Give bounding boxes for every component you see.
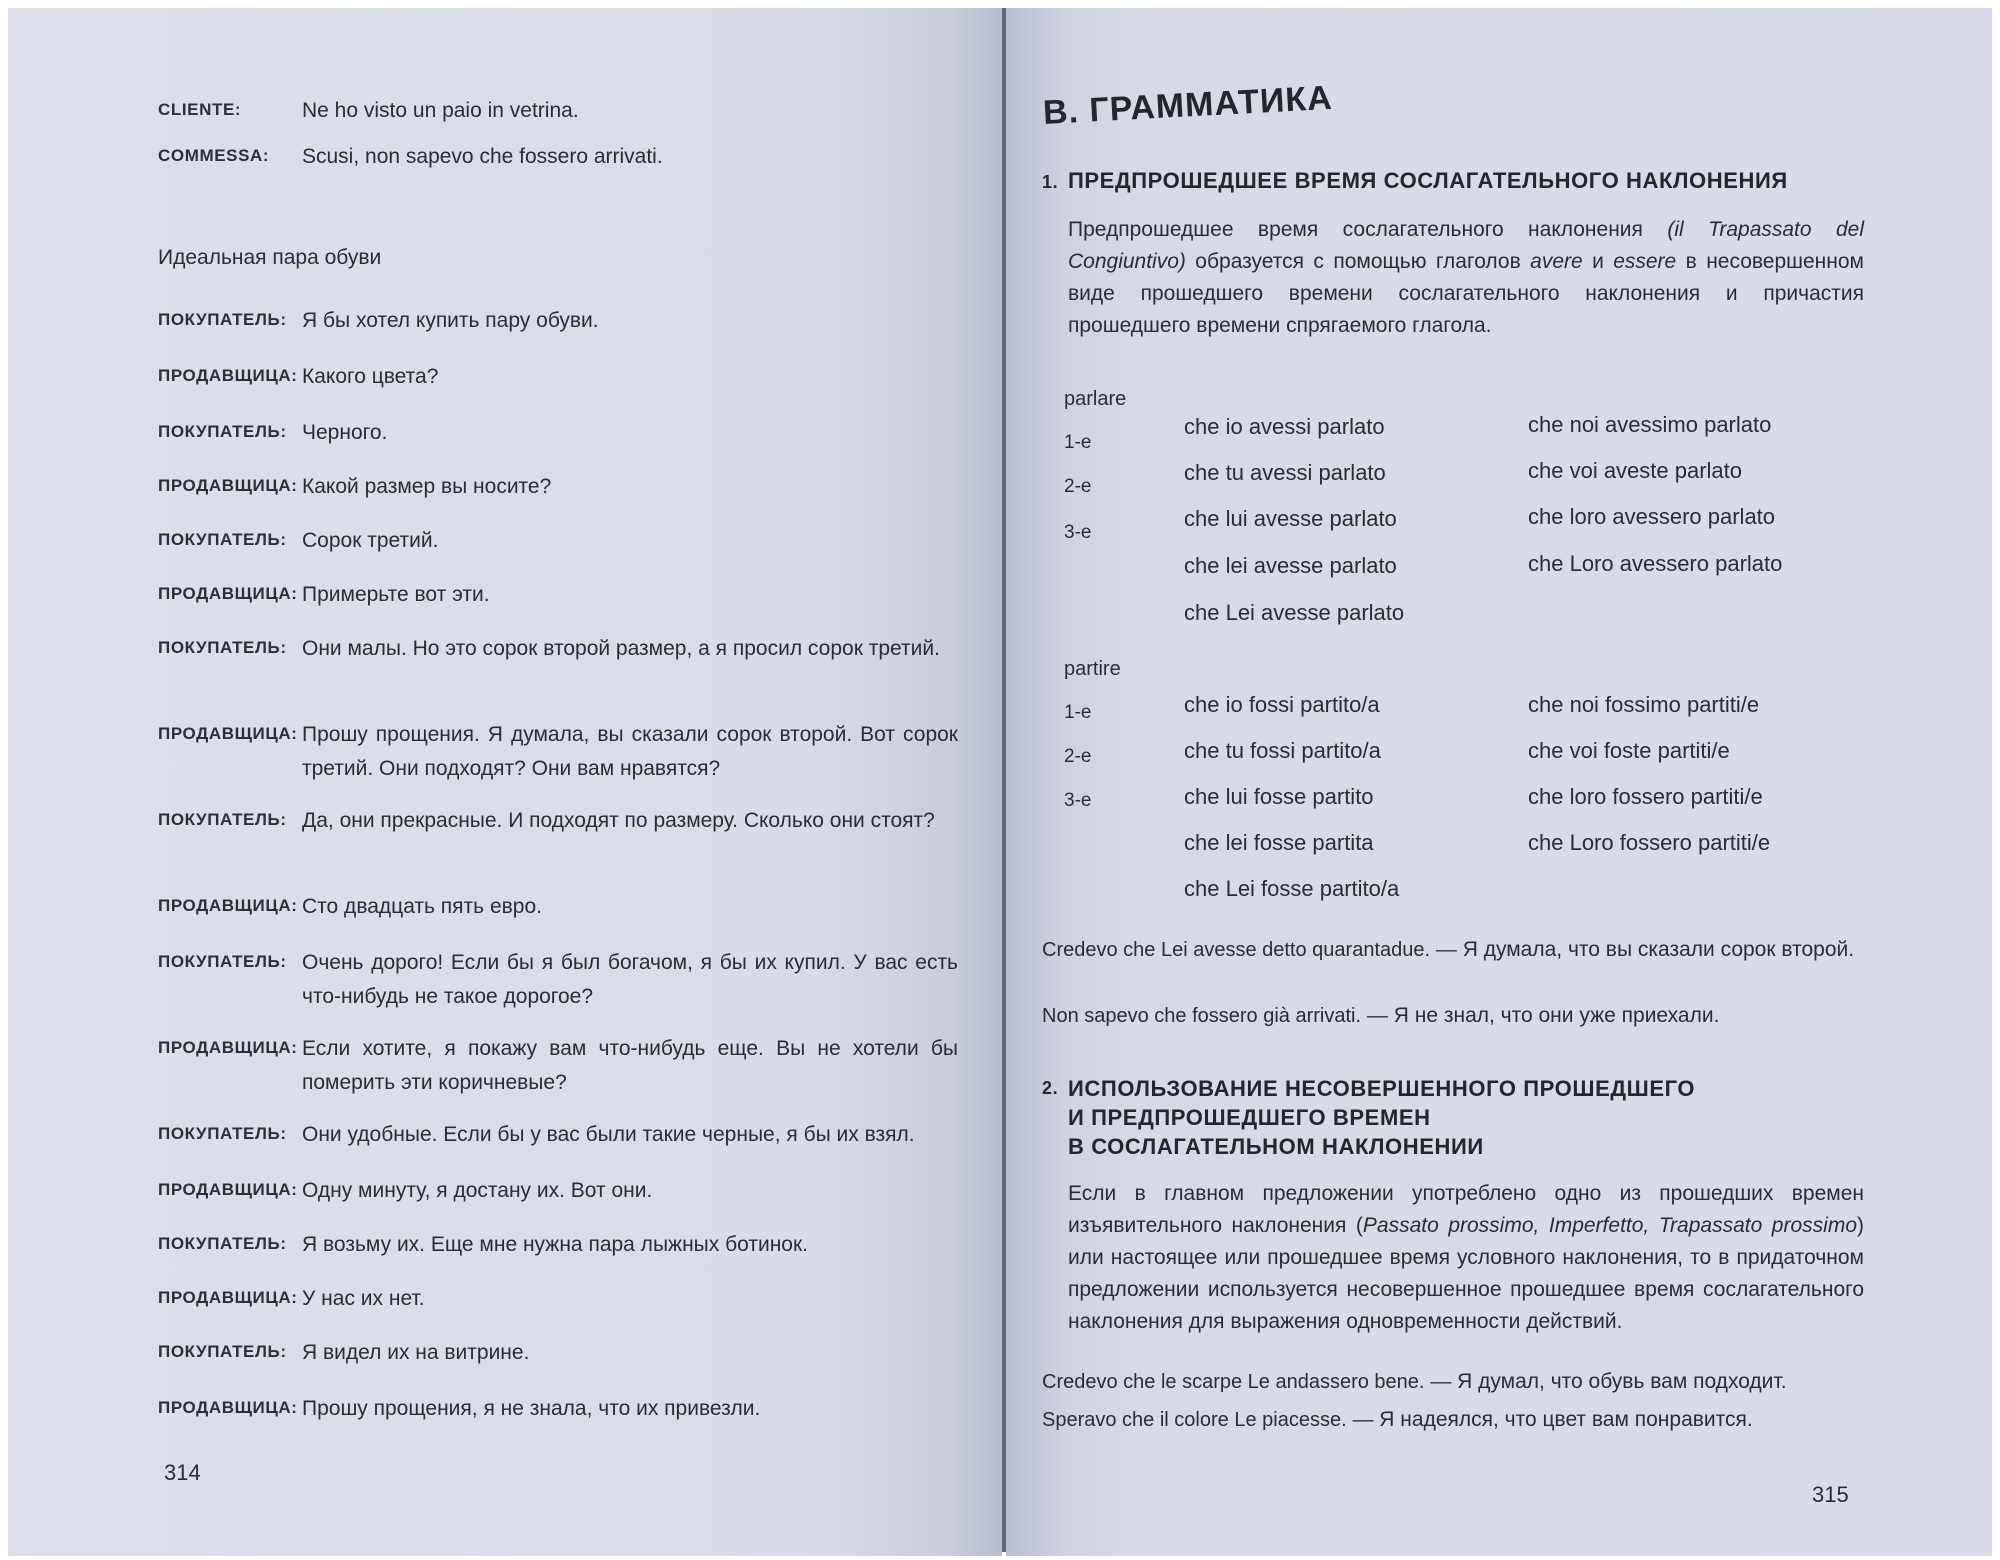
subsection-title-line: ИСПОЛЬЗОВАНИЕ НЕСОВЕРШЕННОГО ПРОШЕДШЕГО (1068, 1076, 1696, 1101)
italic-run: avere (1530, 250, 1583, 273)
subsection-number: 1. (1042, 172, 1059, 192)
conjugation-plural: che noi fossimo partiti/e (1528, 692, 1760, 717)
conjugation-singular: che io fossi partito/a (1184, 692, 1380, 717)
conjugation-singular: che lei fosse partita (1184, 830, 1374, 855)
conjugation-plural: che noi avessimo parlato (1528, 412, 1772, 437)
dialog-row (158, 946, 958, 1014)
person-label: 1-е (1064, 432, 1092, 453)
dialog-row (158, 890, 958, 924)
speaker-label: ПРОДАВЩИЦА: (158, 1398, 298, 1417)
dialog-line: Прошу прощения. Я думала, вы сказали сорок второй. Вот сорок третий. Они подходят? Они вам нравятся? (302, 723, 958, 780)
conjugation-verb: partire (1064, 658, 1121, 680)
example-sentence (1042, 1404, 1862, 1436)
subsection-2-text (1068, 1178, 1864, 1338)
speaker-label: ПОКУПАТЕЛЬ: (158, 1342, 287, 1361)
conjugation-singular: che io avessi parlato (1184, 414, 1385, 439)
dialog-row (158, 1392, 958, 1426)
speaker-label: ПРОДАВЩИЦА: (158, 1288, 298, 1307)
speaker-label: ПОКУПАТЕЛЬ: (158, 810, 287, 829)
example-italian: Credevo che le scarpe Le andassero bene. (1042, 1371, 1425, 1393)
conjugation-singular: che tu avessi parlato (1184, 460, 1386, 485)
dialog-line: Я возьму их. Еще мне нужна пара лыжных ботинок. (302, 1233, 808, 1256)
italic-run: essere (1613, 250, 1677, 273)
subsection-number: 2. (1042, 1078, 1059, 1098)
speaker-label: CLIENTE: (158, 100, 242, 119)
speaker-label: ПОКУПАТЕЛЬ: (158, 1124, 287, 1143)
example-sentence (1042, 1000, 1862, 1032)
subsection-1-heading (1042, 168, 1788, 194)
conjugation-singular: che lei avesse parlato (1184, 553, 1397, 578)
dialog-line: Я видел их на витрине. (302, 1341, 530, 1364)
conjugation-singular: che lui avesse parlato (1184, 506, 1397, 531)
right-page (1006, 8, 1992, 1556)
dialog-row (158, 718, 958, 786)
example-italian: Credevo che Lei avesse detto quarantadue. (1042, 939, 1431, 961)
speaker-label: COMMESSA: (158, 146, 270, 165)
conjugation-plural: che loro avessero parlato (1528, 504, 1776, 529)
speaker-label: ПРОДАВЩИЦА: (158, 366, 298, 385)
speaker-label: ПОКУПАТЕЛЬ: (158, 638, 287, 657)
example-italian: Speravo che il colore Le piacesse. (1042, 1409, 1347, 1431)
dialog-row (158, 578, 958, 612)
dialog-row (158, 1282, 958, 1316)
person-label: 2-е (1064, 746, 1092, 767)
dialog-line: Они удобные. Если бы у вас были такие черные, я бы их взял. (302, 1123, 915, 1146)
subsection-1-text (1068, 214, 1864, 342)
dialog-line: Прошу прощения, я не знала, что их привезли. (302, 1397, 761, 1420)
dialog-line: Какой размер вы носите? (302, 475, 552, 498)
dialog-line: Сто двадцать пять евро. (302, 895, 542, 918)
speaker-label: ПОКУПАТЕЛЬ: (158, 422, 287, 441)
dialog-row (158, 632, 958, 666)
dialog-line: Очень дорого! Если бы я был богачом, я бы их купил. У вас есть что-нибудь не такое дорогое? (302, 951, 958, 1008)
italic-run: Passato prossimo, Imperfetto, Trapassato prossimo (1362, 1214, 1857, 1237)
dialog-row (158, 94, 958, 128)
example-translation: — Я не знал, что они уже приехали. (1361, 1004, 1720, 1027)
dialog-line: Сорок третий. (302, 529, 439, 552)
subsection-title: ПРЕДПРОШЕДШЕЕ ВРЕМЯ СОСЛАГАТЕЛЬНОГО НАКЛОНЕНИЯ (1068, 168, 1788, 193)
italic-run: (il Trapassato del Congiuntivo) (1068, 218, 1865, 273)
speaker-label: ПРОДАВЩИЦА: (158, 584, 298, 603)
page-number: 314 (164, 1460, 201, 1485)
dialog-row (158, 1336, 958, 1370)
person-label: 2-е (1064, 476, 1092, 497)
dialog-line: Одну минуту, я достану их. Вот они. (302, 1179, 653, 1202)
example-italian: Non sapevo che fossero già arrivati. (1042, 1005, 1362, 1027)
conjugation-plural: che loro fossero partiti/e (1528, 784, 1763, 809)
example-sentence (1042, 934, 1862, 966)
dialog-line: Я бы хотел купить пару обуви. (302, 309, 599, 332)
subsection-2-heading (1042, 1074, 1695, 1161)
speaker-label: ПРОДАВЩИЦА: (158, 724, 298, 743)
conjugation-singular: che tu fossi partito/a (1184, 738, 1381, 763)
subsection-title-line: И ПРЕДПРОШЕДШЕГО ВРЕМЕН (1068, 1105, 1431, 1130)
dialog-row (158, 304, 958, 338)
speaker-label: ПОКУПАТЕЛЬ: (158, 530, 287, 549)
section-title: В. ГРАММАТИКА (1042, 78, 1334, 132)
speaker-label: ПОКУПАТЕЛЬ: (158, 952, 287, 971)
conjugation-singular: che Lei fosse partito/a (1184, 876, 1400, 901)
subsection-title-line: В СОСЛАГАТЕЛЬНОМ НАКЛОНЕНИИ (1068, 1134, 1484, 1159)
speaker-label: ПРОДАВЩИЦА: (158, 896, 298, 915)
dialog-row (158, 140, 958, 174)
page-number: 315 (1812, 1482, 1849, 1507)
speaker-label: ПОКУПАТЕЛЬ: (158, 310, 287, 329)
conjugation-plural: che voi aveste parlato (1528, 458, 1743, 483)
dialog-row (158, 524, 958, 558)
text-run: Если в главном предложении употреблено одно из прошедших времен изъявительного наклонения ( (1068, 1182, 1864, 1237)
speaker-label: ПРОДАВЩИЦА: (158, 1038, 298, 1057)
conjugation-verb: parlare (1064, 388, 1127, 410)
conjugation-singular: che lui fosse partito (1184, 784, 1374, 809)
text-run: Предпрошедшее время сослагательного наклонения (1068, 218, 1668, 241)
speaker-label: ПОКУПАТЕЛЬ: (158, 1234, 287, 1253)
dialog-row (158, 1032, 958, 1100)
conjugation-plural: che Loro fossero partiti/e (1528, 830, 1771, 855)
dialog-line: Какого цвета? (302, 365, 439, 388)
dialog-row (158, 1174, 958, 1208)
dialog-line: Если хотите, я покажу вам что-нибудь еще. Вы не хотели бы померить эти коричневые? (302, 1037, 958, 1094)
dialog-line: Примерьте вот эти. (302, 583, 490, 606)
text-run: образуется с помощью глаголов (1185, 250, 1531, 273)
dialog-line: Да, они прекрасные. И подходят по размеру. Сколько они стоят? (302, 809, 935, 832)
dialog-row (158, 1228, 958, 1262)
conjugation-plural: che Loro avessero parlato (1528, 551, 1783, 576)
conjugation-plural: che voi foste partiti/e (1528, 738, 1730, 763)
text-run: ) или настоящее или прошедшее время условного наклонения, то в придаточном предложении используется несовершенное прошедшее время сослагательного наклонения для выражения одновременности действий. (1068, 1214, 1864, 1333)
dialog-subtitle: Идеальная пара обуви (158, 246, 382, 269)
dialog-row (158, 470, 958, 504)
dialog-row (158, 1118, 958, 1152)
dialog-line: Scusi, non sapevo che fossero arrivati. (302, 145, 663, 168)
example-translation: — Я думал, что обувь вам подходит. (1424, 1370, 1787, 1393)
example-translation: — Я думала, что вы сказали сорок второй. (1430, 938, 1855, 961)
person-label: 1-е (1064, 702, 1092, 723)
speaker-label: ПРОДАВЩИЦА: (158, 476, 298, 495)
text-run: в несовершенном виде прошедшего времени сослагательного наклонения и причастия прошедшего времени спрягаемого глагола. (1068, 250, 1864, 337)
dialog-row (158, 804, 958, 838)
example-sentence (1042, 1366, 1862, 1398)
dialog-line: Они малы. Но это сорок второй размер, а я просил сорок третий. (302, 637, 940, 660)
left-page (8, 8, 1002, 1556)
conjugation-singular: che Lei avesse parlato (1184, 600, 1405, 625)
example-translation: — Я надеялся, что цвет вам понравится. (1346, 1408, 1753, 1431)
speaker-label: ПРОДАВЩИЦА: (158, 1180, 298, 1199)
dialog-line: Ne ho visto un paio in vetrina. (302, 99, 579, 122)
dialog-row (158, 360, 958, 394)
person-label: 3-е (1064, 790, 1092, 811)
person-label: 3-е (1064, 522, 1092, 543)
dialog-line: Черного. (302, 421, 388, 444)
dialog-row (158, 416, 958, 450)
text-run: и (1582, 250, 1614, 273)
dialog-line: У нас их нет. (302, 1287, 425, 1310)
